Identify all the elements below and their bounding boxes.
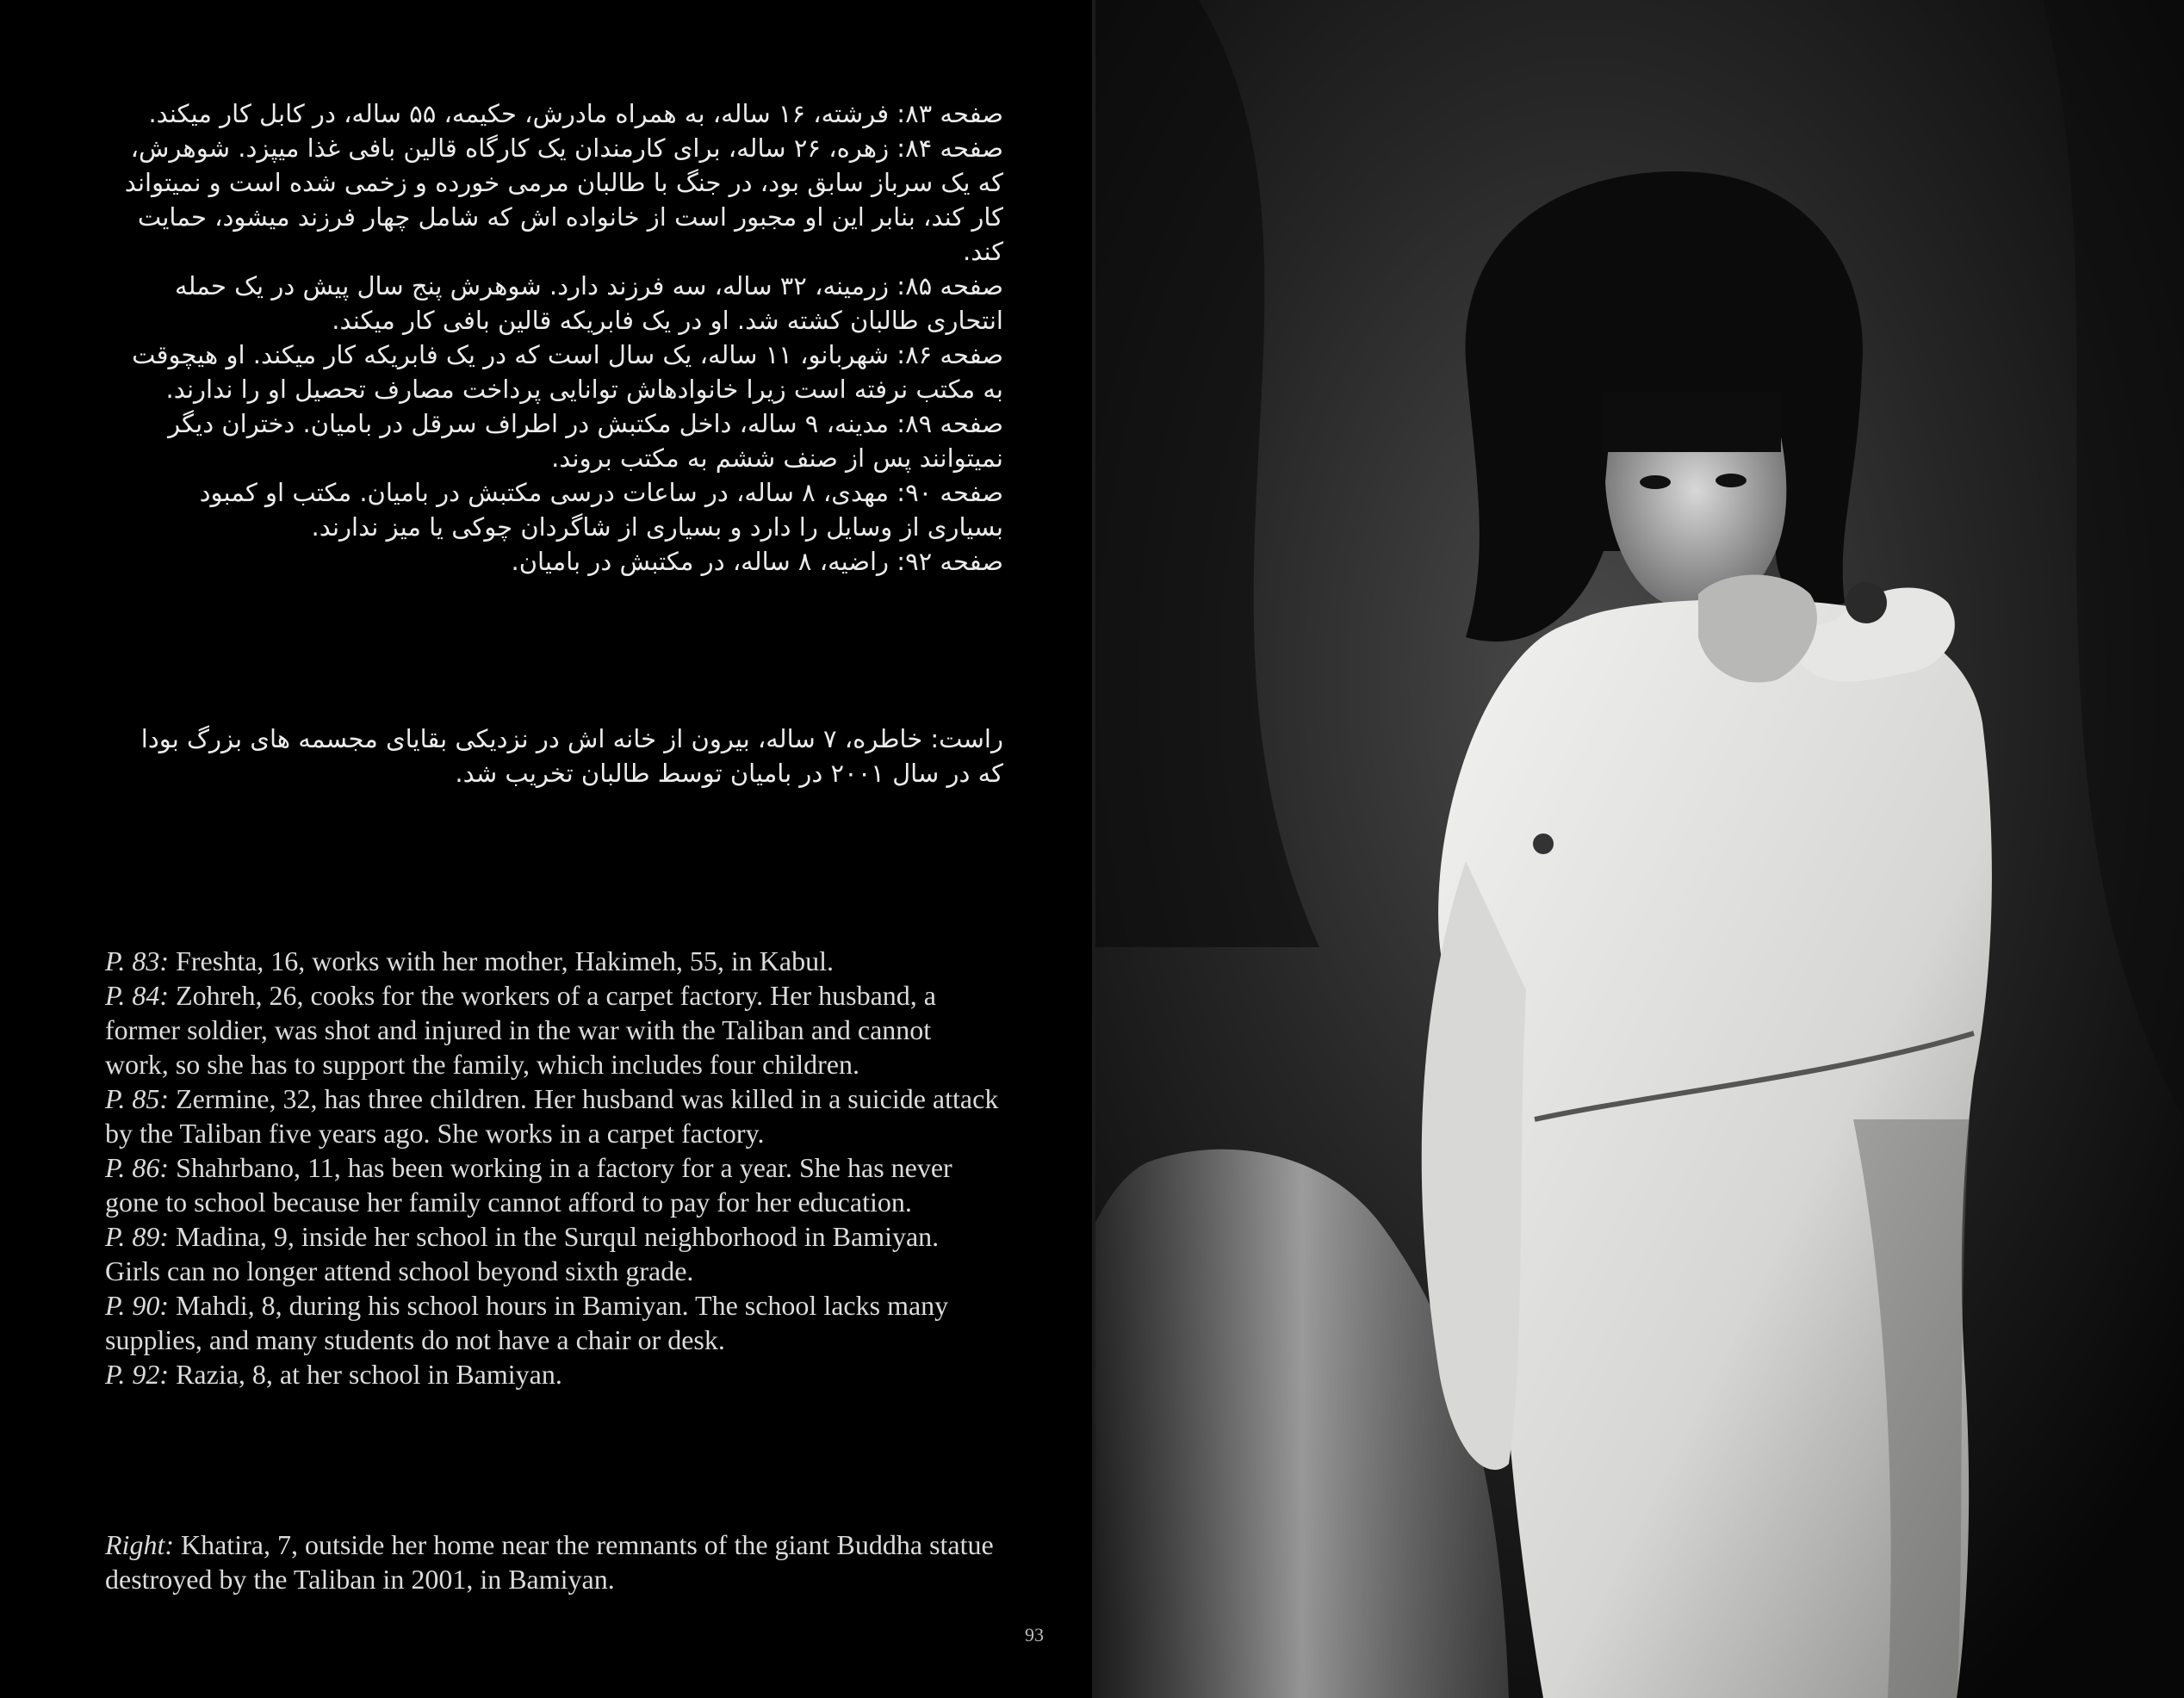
farsi-right-caption-block — [121, 722, 1003, 790]
farsi-caption-p90: صفحه ۹۰: مهدی، ۸ ساله، در ساعات درسی مکتبش در بامیان. مکتب او کمبود بسیاری از وسایل را دارد و بسیاری از شاگردان چوکی یا میز ندارند. — [199, 478, 1003, 542]
caption-ref: P. 92: — [105, 1359, 170, 1390]
english-caption-p85 — [105, 1081, 1001, 1150]
caption-text: Freshta, 16, works with her mother, Hakimeh, 55, in Kabul. — [169, 945, 834, 976]
farsi-caption-p89: صفحه ۸۹: مدینه، ۹ ساله، داخل مکتبش در اطراف سرقل در بامیان. دختران دیگر نمیتوانند پس از صنف ششم به مکتب بروند. — [168, 409, 1003, 473]
farsi-right-caption: راست: خاطره، ۷ ساله، بیرون از خانه اش در نزدیکی بقایای مجسمه های بزرگ بودا که در سال ۲۰۰۱ در بامیان توسط طالبان تخریب شد. — [140, 724, 1003, 788]
portrait-photograph — [1095, 0, 2184, 1698]
girl-eye-left — [1640, 475, 1671, 489]
english-caption-p90 — [105, 1288, 1001, 1357]
girl-bangs — [1602, 392, 1781, 452]
caption-text: Madina, 9, inside her school in the Surqul neighborhood in Bamiyan. Girls can no longer attend school beyond sixth grade. — [105, 1221, 940, 1286]
caption-ref: P. 85: — [105, 1083, 170, 1114]
caption-text: Zermine, 32, has three children. Her husband was killed in a suicide attack by the Taliban five years ago. She works in a carpet factory. — [105, 1083, 999, 1149]
sleeve-button — [1533, 834, 1554, 854]
farsi-caption-p92: صفحه ۹۲: راضیه، ۸ ساله، در مکتبش در بامیان. — [511, 547, 1003, 576]
caption-ref: P. 86: — [105, 1152, 170, 1183]
caption-ref: P. 89: — [105, 1221, 170, 1252]
english-right-caption — [105, 1528, 1001, 1596]
farsi-caption-p86: صفحه ۸۶: شهربانو، ۱۱ ساله، یک سال است که در یک فابریکه کار میکند. او هیچوقت به مکتب نرفته است زیرا خانوادهاش توانایی پرداخت مصارف تحصیل او را ندارند. — [132, 340, 1003, 404]
english-caption-p84 — [105, 978, 1001, 1081]
farsi-caption-p84: صفحه ۸۴: زهره، ۲۶ ساله، برای کارمندان یک کارگاه قالین بافی غذا میپزد. شوهرش، که یک سرباز سابق بود، در جنگ با طالبان مرمی خورده و زخمی شده است و نمیتواند کار کند، بنابر این او مجبور است از خانواده اش که شامل چهار فرزند میشود، حمایت کند. — [124, 133, 1003, 266]
farsi-captions — [121, 96, 1003, 579]
english-right-caption-block — [105, 1528, 1001, 1596]
caption-ref: P. 83: — [105, 945, 170, 976]
farsi-caption-p83: صفحه ۸۳: فرشته، ۱۶ ساله، به همراه مادرش، حکیمه، ۵۵ ساله، در کابل کار میکند. — [148, 99, 1003, 128]
caption-text: Razia, 8, at her school in Bamiyan. — [169, 1359, 562, 1390]
caption-text: Zohreh, 26, cooks for the workers of a carpet factory. Her husband, a former soldier, was shot and injured in the war with the Taliban and cannot work, so she has to support the family, which includes four children. — [105, 980, 936, 1080]
english-caption-p92 — [105, 1357, 1001, 1391]
caption-ref: P. 90: — [105, 1290, 170, 1321]
dress-brooch — [1846, 582, 1887, 623]
farsi-caption-p85: صفحه ۸۵: زرمینه، ۳۲ ساله، سه فرزند دارد. شوهرش پنج سال پیش در یک حمله انتحاری طالبان کشته شد. او در یک فابریکه قالین بافی کار میکند. — [175, 271, 1003, 335]
right-ref: Right: — [105, 1529, 174, 1560]
page-number: 93 — [1025, 1624, 1044, 1645]
english-caption-p83 — [105, 944, 1001, 978]
right-caption-text: Khatira, 7, outside her home near the remnants of the giant Buddha statue destroyed by the Taliban in 2001, in Bamiyan. — [105, 1529, 994, 1595]
caption-text: Shahrbano, 11, has been working in a factory for a year. She has never gone to school because her family cannot afford to pay for her education. — [105, 1152, 952, 1218]
caption-ref: P. 84: — [105, 980, 170, 1011]
english-caption-p89 — [105, 1219, 1001, 1288]
girl-eye-right — [1716, 474, 1747, 487]
photo-illustration — [1095, 0, 2184, 1698]
english-captions — [105, 944, 1001, 1391]
caption-text: Mahdi, 8, during his school hours in Bamiyan. The school lacks many supplies, and many students do not have a chair or desk. — [105, 1290, 949, 1355]
english-caption-p86 — [105, 1150, 1001, 1219]
